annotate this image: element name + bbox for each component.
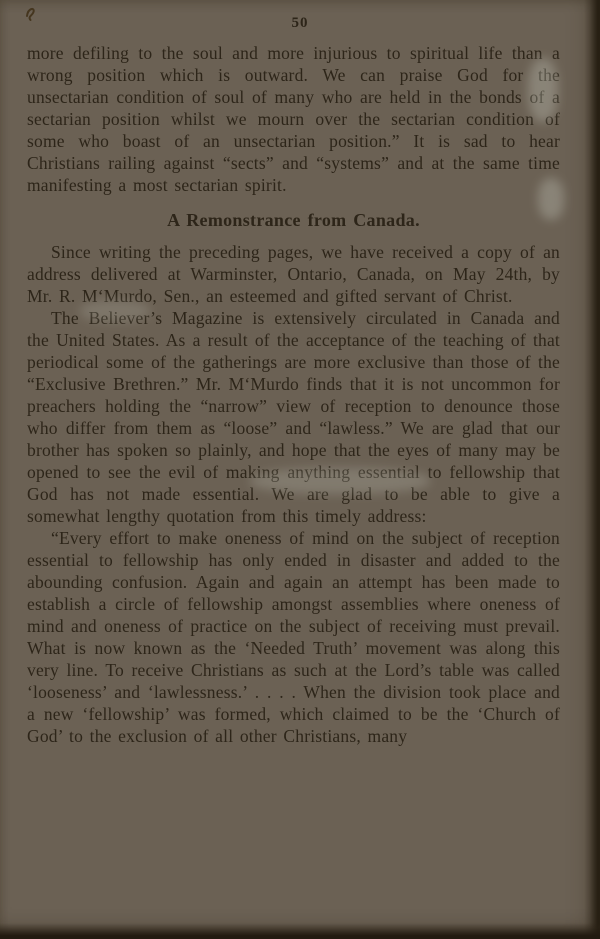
body-paragraph-3: The Believer’s Magazine is extensively circulated in Canada and the United States. As a result of the acceptance of the teaching of that periodical some of the gatherings are more exclusive than those of the “Exclusive Brethren.” Mr. M‘Murdo finds that it is not uncommon for preachers holding the “narrow” view of reception to denounce those who differ from them as “loose” and “lawless.” We are glad that our brother has spoken so plainly, and hope that the eyes of many may be opened to see the evil of making anything essential to fellowship that God has not made essential. We are glad to be able to give a somewhat lengthy quotation from this timely address: — [27, 308, 560, 526]
ink-mark — [24, 5, 38, 23]
body-paragraph-1: more defiling to the soul and more injurious to spiritual life than a wrong position which is outward. We can praise God for the unsectarian condition of soul of many who are held in the bonds of a sectarian position whilst we mourn over the sectarian condition of some who boast of an unsectarian position.” It is sad to hear Christians railing against “sects” and “systems” and at the same time manifesting a most sectarian spirit. — [27, 43, 560, 195]
page-number: 50 — [291, 15, 309, 31]
body-paragraph-2: Since writing the preceding pages, we have received a copy of an address delivered at Warminster, Ontario, Canada, on May 24th, by Mr. R. M‘Murdo, Sen., an esteemed and gifted servant of Christ. — [27, 242, 560, 306]
page-body — [0, 32, 600, 747]
scan-edge-bottom — [0, 923, 600, 939]
section-heading: A Remonstrance from Canada. — [167, 210, 420, 230]
body-paragraph-4: “Every effort to make oneness of mind on the subject of reception essential to fellowship has only ended in disaster and added to the abounding confusion. Again and again an attempt has been made to establish a circle of fellowship amongst assemblies where oneness of mind and oneness of practice on the subject of receiving must prevail. What is now known as the ‘Needed Truth’ movement was along this very line. To receive Christians as such at the Lord’s table was called ‘looseness’ and ‘lawlessness.’ . . . . When the division took place and a new ‘fellowship’ was formed, which claimed to be the ‘Church of God’ to the exclusion of all other Christians, many — [27, 528, 560, 746]
